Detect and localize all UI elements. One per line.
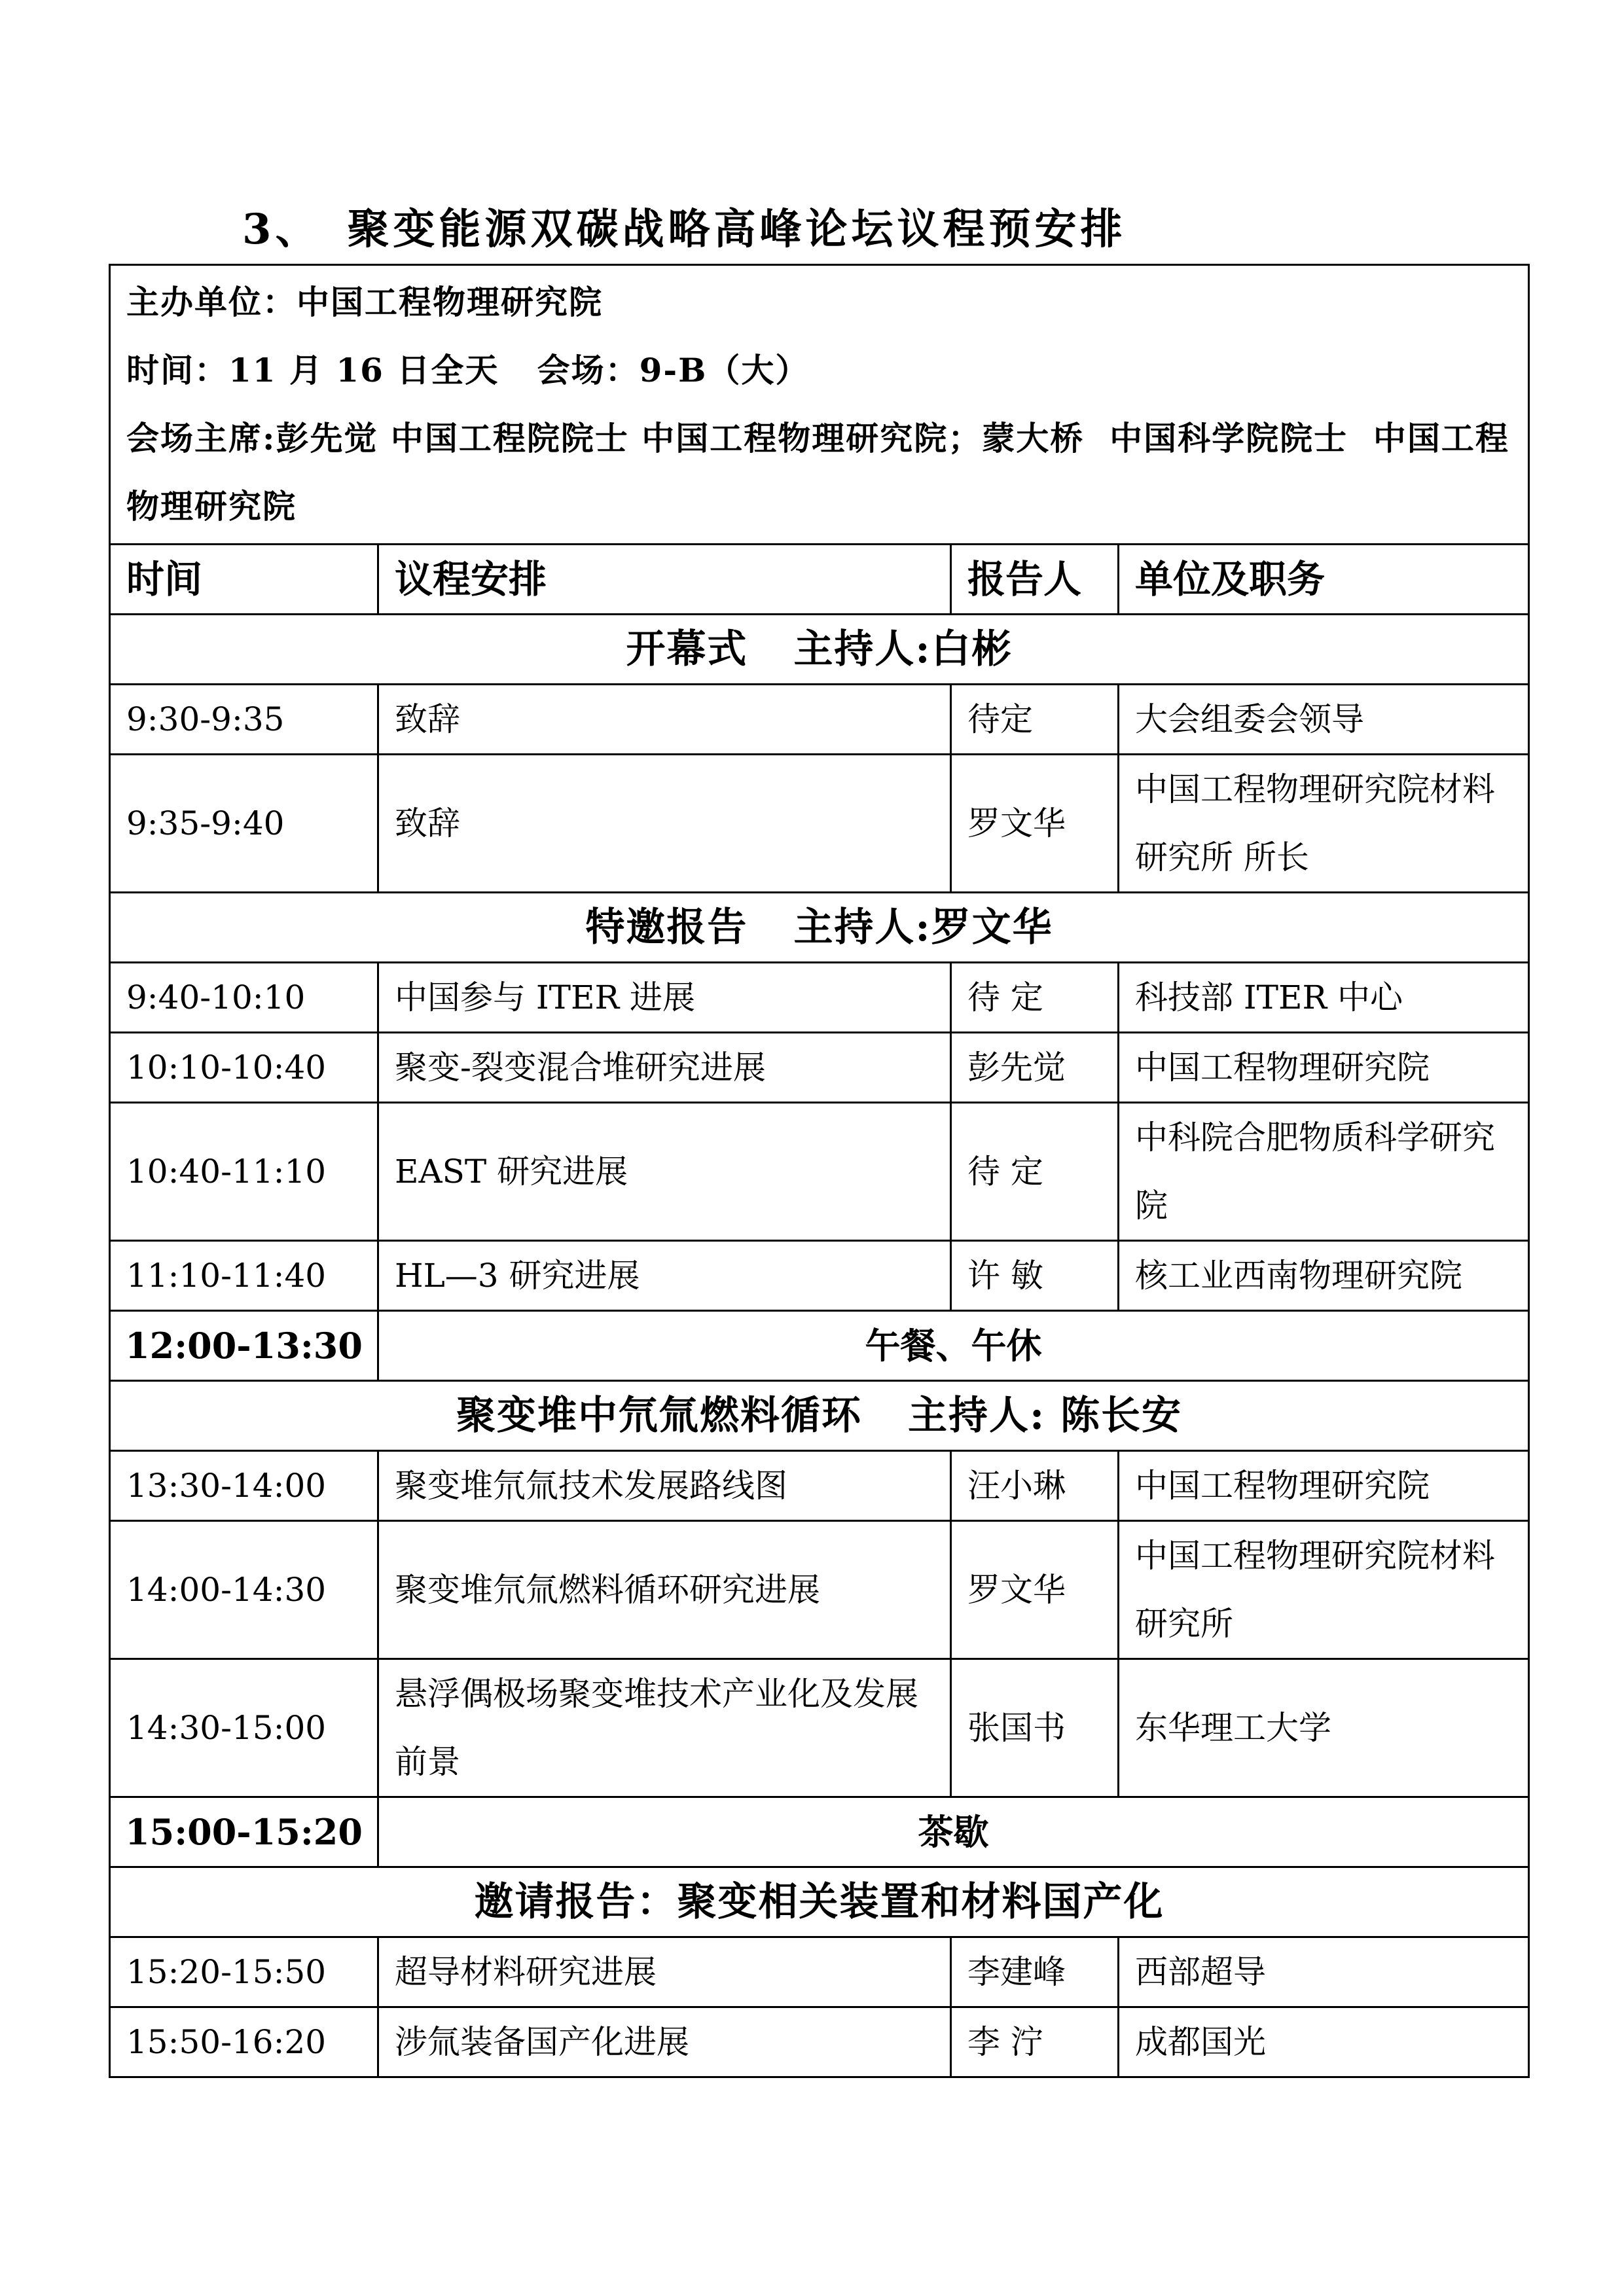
section-opening	[110, 615, 1529, 685]
row-time: 14:00-14:30	[110, 1521, 378, 1659]
section-opening-name: 开幕式	[626, 626, 748, 672]
row-affiliation: 中科院合肥物质科学研究院	[1119, 1103, 1529, 1241]
row-time: 10:10-10:40	[110, 1033, 378, 1103]
section-opening-cell	[110, 615, 1529, 685]
section-tritium-cell	[110, 1381, 1529, 1451]
row-time: 13:30-14:00	[110, 1451, 378, 1521]
table-row	[110, 685, 1529, 755]
section-invited	[110, 1867, 1529, 1937]
section-tritium	[110, 1381, 1529, 1451]
row-affiliation: 中国工程物理研究院材料研究所	[1119, 1521, 1529, 1659]
row-topic: 聚变-裂变混合堆研究进展	[378, 1033, 951, 1103]
row-speaker: 李 泞	[951, 2007, 1119, 2077]
title-text: 聚变能源双碳战略高峰论坛议程预安排	[347, 205, 1127, 254]
row-topic: 超导材料研究进展	[378, 1937, 951, 2007]
section-keynote	[110, 893, 1529, 963]
row-time: 11:10-11:40	[110, 1241, 378, 1311]
section-tritium-name: 聚变堆中氘氚燃料循环	[456, 1393, 862, 1439]
section-invited-cell: 邀请报告：聚变相关装置和材料国产化	[110, 1867, 1529, 1937]
row-time: 15:20-15:50	[110, 1937, 378, 2007]
table-row	[110, 755, 1529, 893]
info-row	[110, 265, 1529, 545]
table-row	[110, 1451, 1529, 1521]
title-number: 3、	[242, 205, 321, 254]
header-agenda: 议程安排	[378, 545, 951, 615]
row-speaker: 待定	[951, 685, 1119, 755]
row-affiliation: 核工业西南物理研究院	[1119, 1241, 1529, 1311]
table-header-row	[110, 545, 1529, 615]
break-lunch-time: 12:00-13:30	[110, 1311, 378, 1381]
row-topic: 聚变堆氘氚技术发展路线图	[378, 1451, 951, 1521]
section-tritium-host: 主持人: 陈长安	[907, 1393, 1183, 1439]
row-affiliation: 科技部 ITER 中心	[1119, 963, 1529, 1033]
table-row	[110, 1659, 1529, 1797]
row-affiliation: 中国工程物理研究院材料研究所 所长	[1119, 755, 1529, 893]
row-topic: HL—3 研究进展	[378, 1241, 951, 1311]
row-topic: 致辞	[378, 755, 951, 893]
time-venue-line: 时间：11 月 16 日全天 会场：9-B（大）	[126, 351, 810, 389]
table-row	[110, 1103, 1529, 1241]
row-topic: 涉氚装备国产化进展	[378, 2007, 951, 2077]
row-speaker: 罗文华	[951, 755, 1119, 893]
break-tea	[110, 1797, 1529, 1867]
agenda-table	[109, 264, 1530, 2078]
header-speaker: 报告人	[951, 545, 1119, 615]
section-keynote-host: 主持人:罗文华	[793, 905, 1053, 950]
section-opening-host: 主持人:白彬	[793, 626, 1013, 672]
row-time: 15:50-16:20	[110, 2007, 378, 2077]
row-speaker: 许 敏	[951, 1241, 1119, 1311]
row-affiliation: 中国工程物理研究院	[1119, 1451, 1529, 1521]
break-lunch	[110, 1311, 1529, 1381]
document-title	[242, 200, 1127, 259]
row-speaker: 待 定	[951, 1103, 1119, 1241]
row-time: 10:40-11:10	[110, 1103, 378, 1241]
row-speaker: 彭先觉	[951, 1033, 1119, 1103]
row-topic: EAST 研究进展	[378, 1103, 951, 1241]
break-lunch-label: 午餐、午休	[378, 1311, 1529, 1381]
section-keynote-cell	[110, 893, 1529, 963]
table-row	[110, 2007, 1529, 2077]
row-speaker: 李建峰	[951, 1937, 1119, 2007]
row-speaker: 罗文华	[951, 1521, 1119, 1659]
row-speaker: 张国书	[951, 1659, 1119, 1797]
chairs-line: 会场主席:彭先觉 中国工程院院士 中国工程物理研究院；蒙大桥 中国科学院院士 中国工程物理研究院	[126, 419, 1509, 526]
row-time: 14:30-15:00	[110, 1659, 378, 1797]
table-row	[110, 1937, 1529, 2007]
break-tea-time: 15:00-15:20	[110, 1797, 378, 1867]
row-topic: 悬浮偶极场聚变堆技术产业化及发展前景	[378, 1659, 951, 1797]
row-topic: 中国参与 ITER 进展	[378, 963, 951, 1033]
row-time: 9:30-9:35	[110, 685, 378, 755]
row-speaker: 汪小琳	[951, 1451, 1119, 1521]
table-row	[110, 1241, 1529, 1311]
header-time: 时间	[110, 545, 378, 615]
row-affiliation: 东华理工大学	[1119, 1659, 1529, 1797]
row-affiliation: 成都国光	[1119, 2007, 1529, 2077]
row-affiliation: 西部超导	[1119, 1937, 1529, 2007]
table-row	[110, 1521, 1529, 1659]
organizer-line: 主办单位：中国工程物理研究院	[126, 283, 603, 321]
row-topic: 致辞	[378, 685, 951, 755]
section-keynote-name: 特邀报告	[585, 905, 748, 950]
row-affiliation: 大会组委会领导	[1119, 685, 1529, 755]
row-topic: 聚变堆氘氚燃料循环研究进展	[378, 1521, 951, 1659]
info-cell	[110, 265, 1529, 545]
table-row	[110, 963, 1529, 1033]
header-affiliation: 单位及职务	[1119, 545, 1529, 615]
table-row	[110, 1033, 1529, 1103]
break-tea-label: 茶歇	[378, 1797, 1529, 1867]
row-speaker: 待 定	[951, 963, 1119, 1033]
row-time: 9:35-9:40	[110, 755, 378, 893]
row-affiliation: 中国工程物理研究院	[1119, 1033, 1529, 1103]
row-time: 9:40-10:10	[110, 963, 378, 1033]
